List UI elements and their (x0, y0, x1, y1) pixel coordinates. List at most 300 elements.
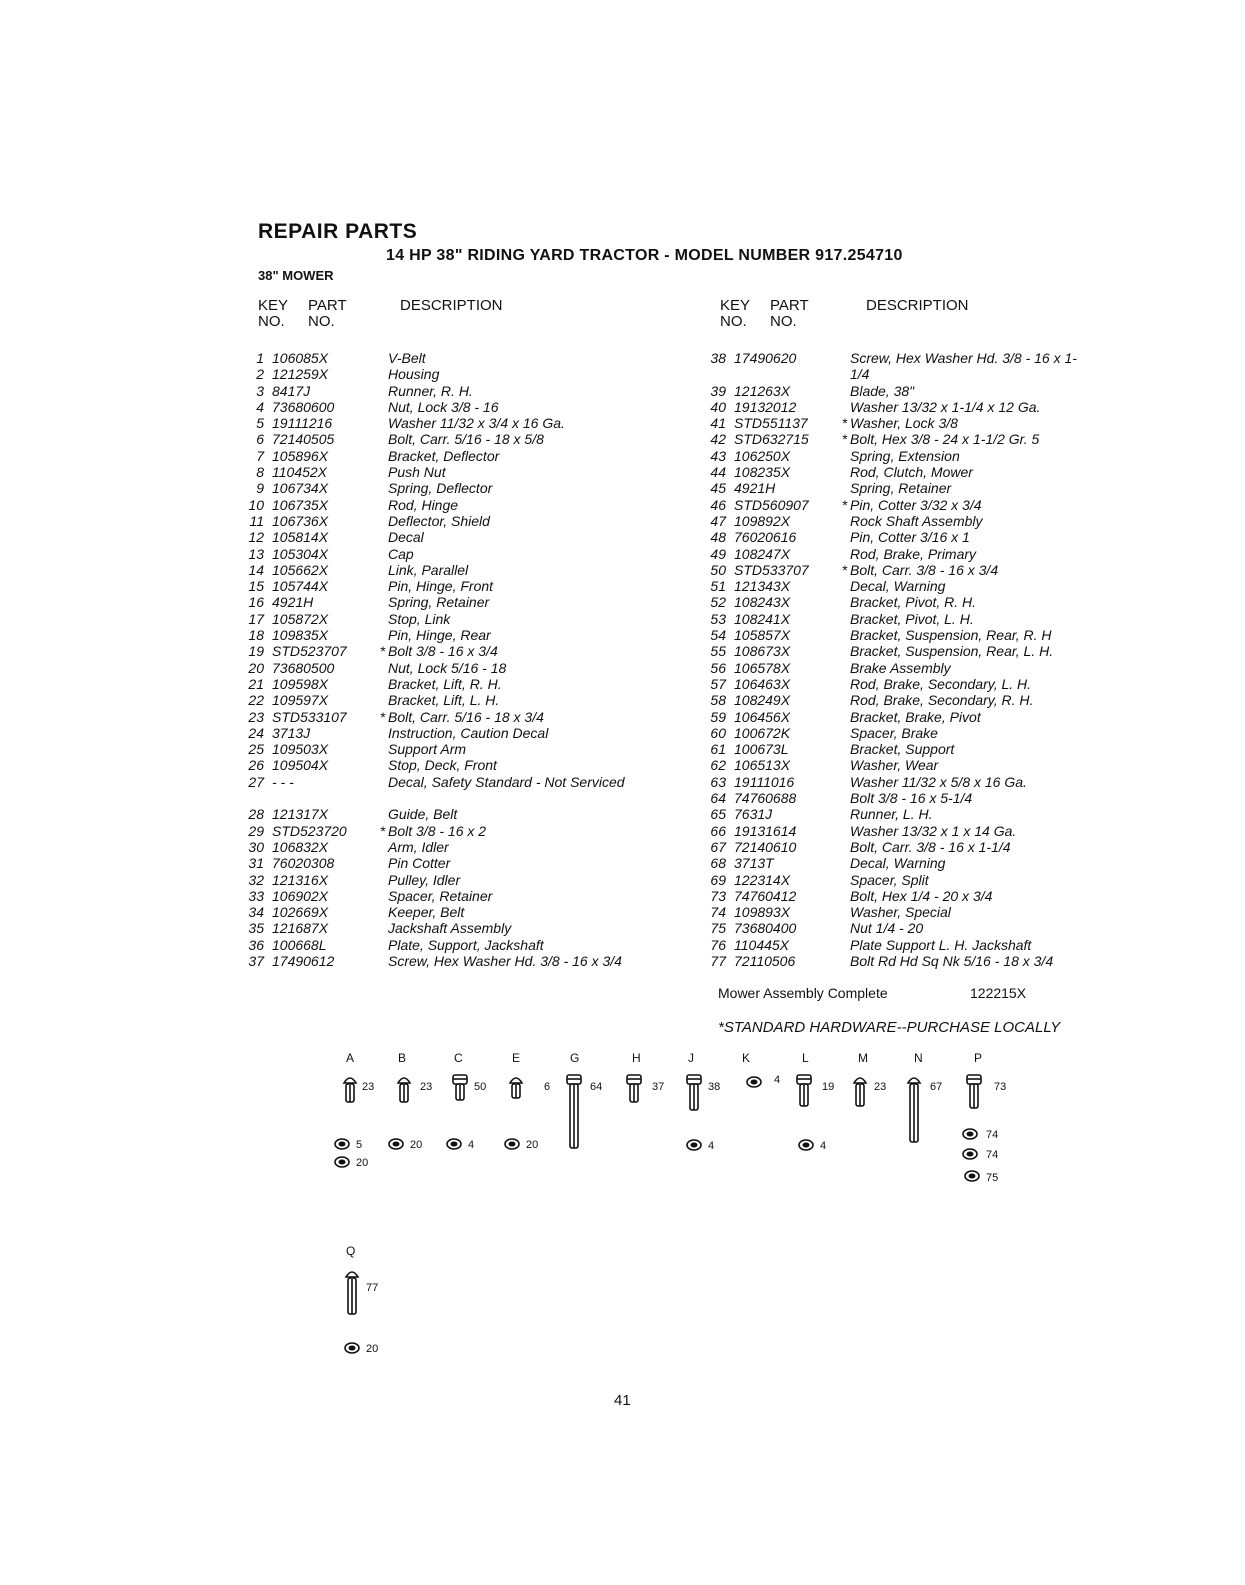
part-number: 108235X (734, 464, 791, 481)
part-number: 19111216 (272, 415, 333, 432)
bolt-icon (344, 1268, 360, 1318)
part-number: 106902X (272, 887, 329, 904)
hardware-key-number: 20 (366, 1343, 379, 1355)
key-number: 73 (710, 887, 726, 904)
part-number: 106250X (734, 447, 791, 464)
part-description: Stop, Link (388, 610, 451, 627)
part-description: Spring, Deflector (388, 480, 493, 497)
part-description: Spring, Retainer (850, 480, 952, 497)
hardware-key-number: 4 (468, 1139, 475, 1151)
hardware-key-number: 20 (410, 1139, 423, 1151)
part-description: Washer, Special (850, 904, 951, 921)
key-number: 50 (710, 561, 726, 578)
standard-hardware-mark: * (380, 822, 386, 839)
bolt-icon (966, 1074, 982, 1112)
part-number: 19131614 (734, 822, 797, 839)
assembly-complete-part: 122215X (970, 985, 1027, 1001)
part-description: Bracket, Pivot, L. H. (850, 610, 974, 627)
nut-icon (446, 1138, 462, 1150)
part-description: Instruction, Caution Decal (388, 724, 549, 741)
section-label: 38" MOWER (258, 268, 334, 283)
standard-hardware-note: *STANDARD HARDWARE--PURCHASE LOCALLY (718, 1019, 1061, 1036)
key-number: 15 (248, 578, 264, 595)
key-number: 63 (710, 773, 726, 790)
part-number: 7631J (734, 806, 773, 823)
key-number: 51 (710, 578, 726, 595)
key-number: 35 (248, 920, 264, 937)
part-description: Washer, Wear (850, 757, 939, 774)
part-description: Rock Shaft Assembly (850, 512, 983, 529)
hardware-letter: L (802, 1051, 809, 1065)
part-description: Bracket, Support (850, 741, 955, 758)
key-number: 38 (710, 350, 726, 366)
part-description: Pulley, Idler (388, 871, 461, 888)
nut-icon (798, 1139, 814, 1151)
key-number: 5 (256, 415, 264, 432)
part-number: 3713T (734, 855, 774, 872)
part-description: Rod, Brake, Secondary, L. H. (850, 675, 1032, 692)
bolt-icon (508, 1074, 524, 1102)
part-description: Rod, Clutch, Mower (850, 464, 973, 481)
part-number: 106578X (734, 659, 791, 676)
part-description: Bolt, Carr. 5/16 - 18 x 5/8 (388, 431, 544, 448)
part-description: Runner, L. H. (850, 806, 933, 823)
part-no-header-right: PART NO. (770, 297, 809, 330)
part-description: Guide, Belt (388, 806, 458, 823)
hardware-letter: M (858, 1051, 868, 1065)
part-number: 108673X (734, 643, 791, 660)
part-description: Decal, Warning (850, 578, 946, 595)
part-description: Keeper, Belt (388, 904, 465, 921)
part-description: Runner, R. H. (388, 382, 473, 399)
part-description: Pin, Hinge, Rear (388, 627, 491, 644)
part-description: Decal (388, 529, 424, 546)
hardware-key-number: 23 (362, 1081, 375, 1093)
part-number: - - - (272, 773, 294, 790)
key-no-header-right: KEY NO. (720, 297, 751, 330)
part-description: Spring, Extension (850, 447, 960, 464)
part-description: Bracket, Lift, L. H. (388, 692, 500, 709)
part-description: Bracket, Deflector (388, 447, 500, 464)
bolt-icon (626, 1074, 642, 1106)
hardware-key-number: 4 (820, 1140, 827, 1152)
part-description: Blade, 38" (850, 382, 915, 399)
part-number: 100668L (272, 936, 327, 953)
part-description: Decal, Safety Standard - Not Serviced (388, 773, 625, 790)
hardware-key-number: 20 (526, 1139, 539, 1151)
nut-icon (686, 1139, 702, 1151)
part-description: Bolt, Carr. 3/8 - 16 x 1-1/4 (850, 838, 1011, 855)
part-description: Bolt 3/8 - 16 x 2 (388, 822, 487, 839)
key-number: 75 (710, 920, 726, 937)
part-description: Bolt 3/8 - 16 x 5-1/4 (850, 790, 973, 807)
standard-hardware-mark: * (842, 561, 848, 578)
hardware-key-number: 23 (874, 1081, 887, 1093)
part-number: 106463X (734, 675, 791, 692)
part-description: Pin, Cotter 3/32 x 3/4 (850, 496, 982, 513)
key-number: 62 (710, 757, 726, 774)
key-number: 59 (710, 708, 726, 725)
hardware-letter: G (570, 1051, 580, 1065)
part-description: Support Arm (388, 741, 467, 758)
key-number: 21 (248, 675, 264, 692)
part-number: 4921H (734, 480, 776, 497)
part-description: Stop, Deck, Front (388, 757, 497, 774)
key-number: 29 (248, 822, 264, 839)
part-description: Pin, Hinge, Front (388, 578, 494, 595)
key-number: 8 (256, 464, 264, 481)
key-number: 25 (248, 741, 264, 758)
nut-icon (964, 1170, 980, 1182)
key-number: 36 (248, 936, 264, 953)
part-description: Nut, Lock 5/16 - 18 (388, 659, 507, 676)
key-number: 28 (248, 806, 264, 823)
standard-hardware-mark: * (842, 415, 848, 432)
part-number: STD523707 (272, 643, 347, 660)
part-number: 19132012 (734, 398, 797, 415)
part-description: Spring, Retainer (388, 594, 490, 611)
part-number: 109503X (272, 741, 329, 758)
key-number: 66 (710, 822, 726, 839)
part-description: Cap (388, 545, 414, 562)
part-description: Spacer, Split (850, 871, 929, 888)
description-header-right: DESCRIPTION (866, 297, 969, 314)
page-number: 41 (614, 1392, 631, 1409)
key-number: 27 (248, 773, 264, 790)
part-number: 109598X (272, 675, 329, 692)
part-number: 122314X (734, 871, 791, 888)
key-number: 17 (248, 610, 264, 627)
key-number: 11 (249, 512, 264, 529)
part-description: Washer, Lock 3/8 (850, 415, 958, 432)
part-no-header-left: PART NO. (308, 297, 347, 330)
hardware-letter: K (742, 1051, 751, 1065)
part-number: 4921H (272, 594, 314, 611)
part-number: 109504X (272, 757, 329, 774)
part-number: 105662X (272, 561, 329, 578)
part-description: Bolt Rd Hd Sq Nk 5/16 - 18 x 3/4 (850, 952, 1054, 969)
hardware-key-number: 67 (930, 1081, 943, 1093)
part-number: STD533707 (734, 561, 809, 578)
part-number: 121343X (734, 578, 791, 595)
key-number: 60 (710, 724, 726, 741)
part-number: 108243X (734, 594, 791, 611)
part-number: 106513X (734, 757, 791, 774)
part-description: Pin, Cotter 3/16 x 1 (850, 529, 970, 546)
part-number: 76020308 (272, 855, 335, 872)
part-number: 105814X (272, 529, 329, 546)
key-number: 23 (248, 708, 264, 725)
bolt-icon (796, 1074, 812, 1110)
part-number: 106456X (734, 708, 791, 725)
key-number: 40 (710, 398, 726, 415)
part-number: 74760412 (734, 887, 797, 904)
key-number: 18 (248, 627, 264, 644)
hardware-key-number: 73 (994, 1081, 1007, 1093)
part-description: Washer 11/32 x 5/8 x 16 Ga. (850, 773, 1027, 790)
hardware-letter: A (346, 1051, 355, 1065)
key-number: 45 (710, 480, 726, 497)
standard-hardware-mark: * (380, 708, 386, 725)
hardware-key-number: 5 (356, 1139, 363, 1151)
key-number: 52 (710, 594, 726, 611)
part-description: Nut 1/4 - 20 (850, 920, 924, 937)
nut-icon (504, 1138, 520, 1150)
key-number: 77 (710, 952, 726, 969)
key-number: 22 (248, 692, 264, 709)
part-description: Bracket, Lift, R. H. (388, 675, 502, 692)
part-description: Rod, Brake, Secondary, R. H. (850, 692, 1034, 709)
part-number: 106832X (272, 838, 329, 855)
standard-hardware-mark: * (842, 431, 848, 448)
hardware-key-number: 4 (708, 1140, 715, 1152)
key-number: 10 (248, 496, 264, 513)
part-number: 17490612 (272, 952, 335, 969)
bolt-icon (396, 1074, 412, 1106)
part-number: 106085X (272, 350, 329, 366)
part-description: Nut, Lock 3/8 - 16 (388, 398, 499, 415)
hardware-letter: Q (346, 1244, 356, 1258)
key-number: 6 (256, 431, 264, 448)
key-number: 74 (710, 904, 726, 921)
part-description: Bracket, Suspension, Rear, R. H (850, 627, 1052, 644)
part-number: 73680500 (272, 659, 335, 676)
hardware-key-number: 6 (544, 1081, 551, 1093)
part-description: V-Belt (388, 350, 426, 366)
part-description: Brake Assembly (850, 659, 951, 676)
hardware-key-number: 23 (420, 1081, 433, 1093)
part-number: 100672K (734, 724, 791, 741)
part-number: 17490620 (734, 350, 797, 366)
nut-icon (388, 1138, 404, 1150)
key-number: 42 (710, 431, 726, 448)
part-number: 108247X (734, 545, 791, 562)
part-number: 102669X (272, 904, 329, 921)
key-number: 54 (710, 627, 726, 644)
part-number: 106736X (272, 512, 329, 529)
key-number: 9 (256, 480, 264, 497)
part-description: Spacer, Brake (850, 724, 938, 741)
key-number: 64 (710, 790, 726, 807)
assembly-complete-label: Mower Assembly Complete (718, 985, 888, 1001)
nut-icon (962, 1148, 978, 1160)
part-number: 105872X (272, 610, 329, 627)
part-description: Arm, Idler (388, 838, 449, 855)
key-number: 65 (710, 806, 726, 823)
part-description: Plate, Support, Jackshaft (388, 936, 544, 953)
part-number: 105896X (272, 447, 329, 464)
key-number: 2 (256, 366, 264, 383)
part-description: Bolt 3/8 - 16 x 3/4 (388, 643, 498, 660)
nut-icon (746, 1076, 762, 1088)
key-number: 16 (248, 594, 264, 611)
bolt-icon (342, 1074, 358, 1106)
hardware-key-number: 37 (652, 1081, 665, 1093)
bolt-icon (686, 1074, 702, 1114)
hardware-letter: E (512, 1051, 521, 1065)
key-number: 19 (248, 643, 264, 660)
hardware-key-number: 4 (774, 1074, 781, 1086)
part-description: Bolt, Carr. 5/16 - 18 x 3/4 (388, 708, 544, 725)
key-number: 41 (710, 415, 726, 432)
key-number: 49 (710, 545, 726, 562)
hardware-key-number: 20 (356, 1157, 369, 1169)
hardware-key-number: 75 (986, 1172, 999, 1184)
key-number: 14 (248, 561, 264, 578)
page-subtitle: 14 HP 38" RIDING YARD TRACTOR - MODEL NUMBER 917.254710 (386, 247, 903, 264)
part-description: Jackshaft Assembly (388, 920, 512, 937)
part-description: Plate Support L. H. Jackshaft (850, 936, 1032, 953)
bolt-icon (452, 1074, 468, 1104)
part-number: 8417J (272, 382, 311, 399)
part-number: 121687X (272, 920, 329, 937)
part-description: Deflector, Shield (388, 512, 490, 529)
part-number: 19111016 (734, 773, 795, 790)
part-description: Washer 11/32 x 3/4 x 16 Ga. (388, 415, 565, 432)
key-number: 39 (710, 382, 726, 399)
part-number: 108249X (734, 692, 791, 709)
nut-icon (344, 1342, 360, 1354)
part-description: Bracket, Brake, Pivot (850, 708, 981, 725)
part-number: 109597X (272, 692, 329, 709)
key-number: 53 (710, 610, 726, 627)
part-description: Bolt, Hex 1/4 - 20 x 3/4 (850, 887, 993, 904)
key-number: 1 (256, 350, 264, 366)
hardware-letter: J (688, 1051, 694, 1065)
hardware-key-number: 74 (986, 1129, 999, 1141)
key-number: 37 (248, 952, 264, 969)
hardware-key-number: 50 (474, 1081, 487, 1093)
part-number: 105857X (734, 627, 791, 644)
part-description: Spacer, Retainer (388, 887, 493, 904)
part-description: Link, Parallel (388, 561, 469, 578)
key-number: 24 (248, 724, 264, 741)
hardware-letter: P (974, 1051, 983, 1065)
part-number: STD632715 (734, 431, 809, 448)
key-number: 13 (248, 545, 264, 562)
key-number: 12 (248, 529, 264, 546)
part-description: Push Nut (388, 464, 446, 481)
part-description: Bracket, Pivot, R. H. (850, 594, 977, 611)
part-number: 121263X (734, 382, 791, 399)
part-number: 72110506 (734, 952, 796, 969)
key-number: 61 (710, 741, 726, 758)
key-number: 43 (710, 447, 726, 464)
part-description: Rod, Hinge (388, 496, 459, 513)
key-number: 26 (248, 757, 264, 774)
part-number: 106735X (272, 496, 329, 513)
part-description: Screw, Hex Washer Hd. 3/8 - 16 x 1-1/4 (850, 350, 1077, 383)
key-number: 4 (256, 398, 264, 415)
key-number: 56 (710, 659, 726, 676)
key-number: 20 (248, 659, 264, 676)
hardware-letter: N (914, 1051, 923, 1065)
hardware-key-number: 38 (708, 1081, 721, 1093)
part-number: STD560907 (734, 496, 809, 513)
part-description: Bracket, Suspension, Rear, L. H. (850, 643, 1054, 660)
bolt-icon (566, 1074, 582, 1152)
part-number: 100673L (734, 741, 789, 758)
part-number: 72140610 (734, 838, 797, 855)
part-description: Pin Cotter (388, 855, 451, 872)
hardware-key-number: 64 (590, 1081, 603, 1093)
key-number: 31 (248, 855, 264, 872)
key-number: 58 (710, 692, 726, 709)
part-description: Screw, Hex Washer Hd. 3/8 - 16 x 3/4 (388, 952, 622, 969)
standard-hardware-mark: * (842, 496, 848, 513)
nut-icon (334, 1138, 350, 1150)
description-header-left: DESCRIPTION (400, 297, 503, 314)
part-description: Decal, Warning (850, 855, 946, 872)
part-number: 3713J (272, 724, 311, 741)
part-number: 76020616 (734, 529, 797, 546)
key-number: 76 (710, 936, 726, 953)
part-description: Housing (388, 366, 440, 383)
standard-hardware-mark: * (380, 643, 386, 660)
key-number: 57 (710, 675, 726, 692)
key-number: 3 (256, 382, 264, 399)
part-number: 105304X (272, 545, 329, 562)
nut-icon (962, 1128, 978, 1140)
hardware-letter: B (398, 1051, 407, 1065)
nut-icon (334, 1156, 350, 1168)
part-number: 73680600 (272, 398, 335, 415)
hardware-key-number: 19 (822, 1081, 835, 1093)
part-number: 109892X (734, 512, 791, 529)
key-no-header-left: KEY NO. (258, 297, 289, 330)
key-number: 34 (248, 904, 264, 921)
key-number: 55 (710, 643, 726, 660)
key-number: 69 (710, 871, 726, 888)
key-number: 46 (710, 496, 726, 513)
bolt-icon (852, 1074, 868, 1110)
key-number: 44 (710, 464, 726, 481)
page-title: REPAIR PARTS (258, 220, 418, 243)
part-description: Washer 13/32 x 1 x 14 Ga. (850, 822, 1017, 839)
part-number: 72140505 (272, 431, 335, 448)
key-number: 30 (248, 838, 264, 855)
part-description: Bolt, Hex 3/8 - 24 x 1-1/2 Gr. 5 (850, 431, 1040, 448)
part-number: STD551137 (734, 415, 808, 432)
hardware-letter: C (454, 1051, 463, 1065)
part-number: STD523720 (272, 822, 347, 839)
key-number: 68 (710, 855, 726, 872)
bolt-icon (906, 1074, 922, 1146)
key-number: 48 (710, 529, 726, 546)
part-number: 105744X (272, 578, 329, 595)
part-description: Washer 13/32 x 1-1/4 x 12 Ga. (850, 398, 1041, 415)
part-number: STD533107 (272, 708, 347, 725)
part-description: Rod, Brake, Primary (850, 545, 977, 562)
part-number: 106734X (272, 480, 329, 497)
part-number: 74760688 (734, 790, 797, 807)
part-number: 121259X (272, 366, 329, 383)
hardware-letter: H (632, 1051, 641, 1065)
part-number: 109893X (734, 904, 791, 921)
part-number: 110452X (272, 464, 328, 481)
part-number: 121316X (272, 871, 329, 888)
key-number: 32 (248, 871, 264, 888)
part-number: 73680400 (734, 920, 797, 937)
key-number: 7 (256, 447, 264, 464)
part-number: 110445X (734, 936, 790, 953)
key-number: 47 (710, 512, 726, 529)
key-number: 33 (248, 887, 264, 904)
part-description: Bolt, Carr. 3/8 - 16 x 3/4 (850, 561, 999, 578)
part-number: 121317X (272, 806, 329, 823)
part-number: 108241X (734, 610, 791, 627)
hardware-key-number: 77 (366, 1282, 379, 1294)
